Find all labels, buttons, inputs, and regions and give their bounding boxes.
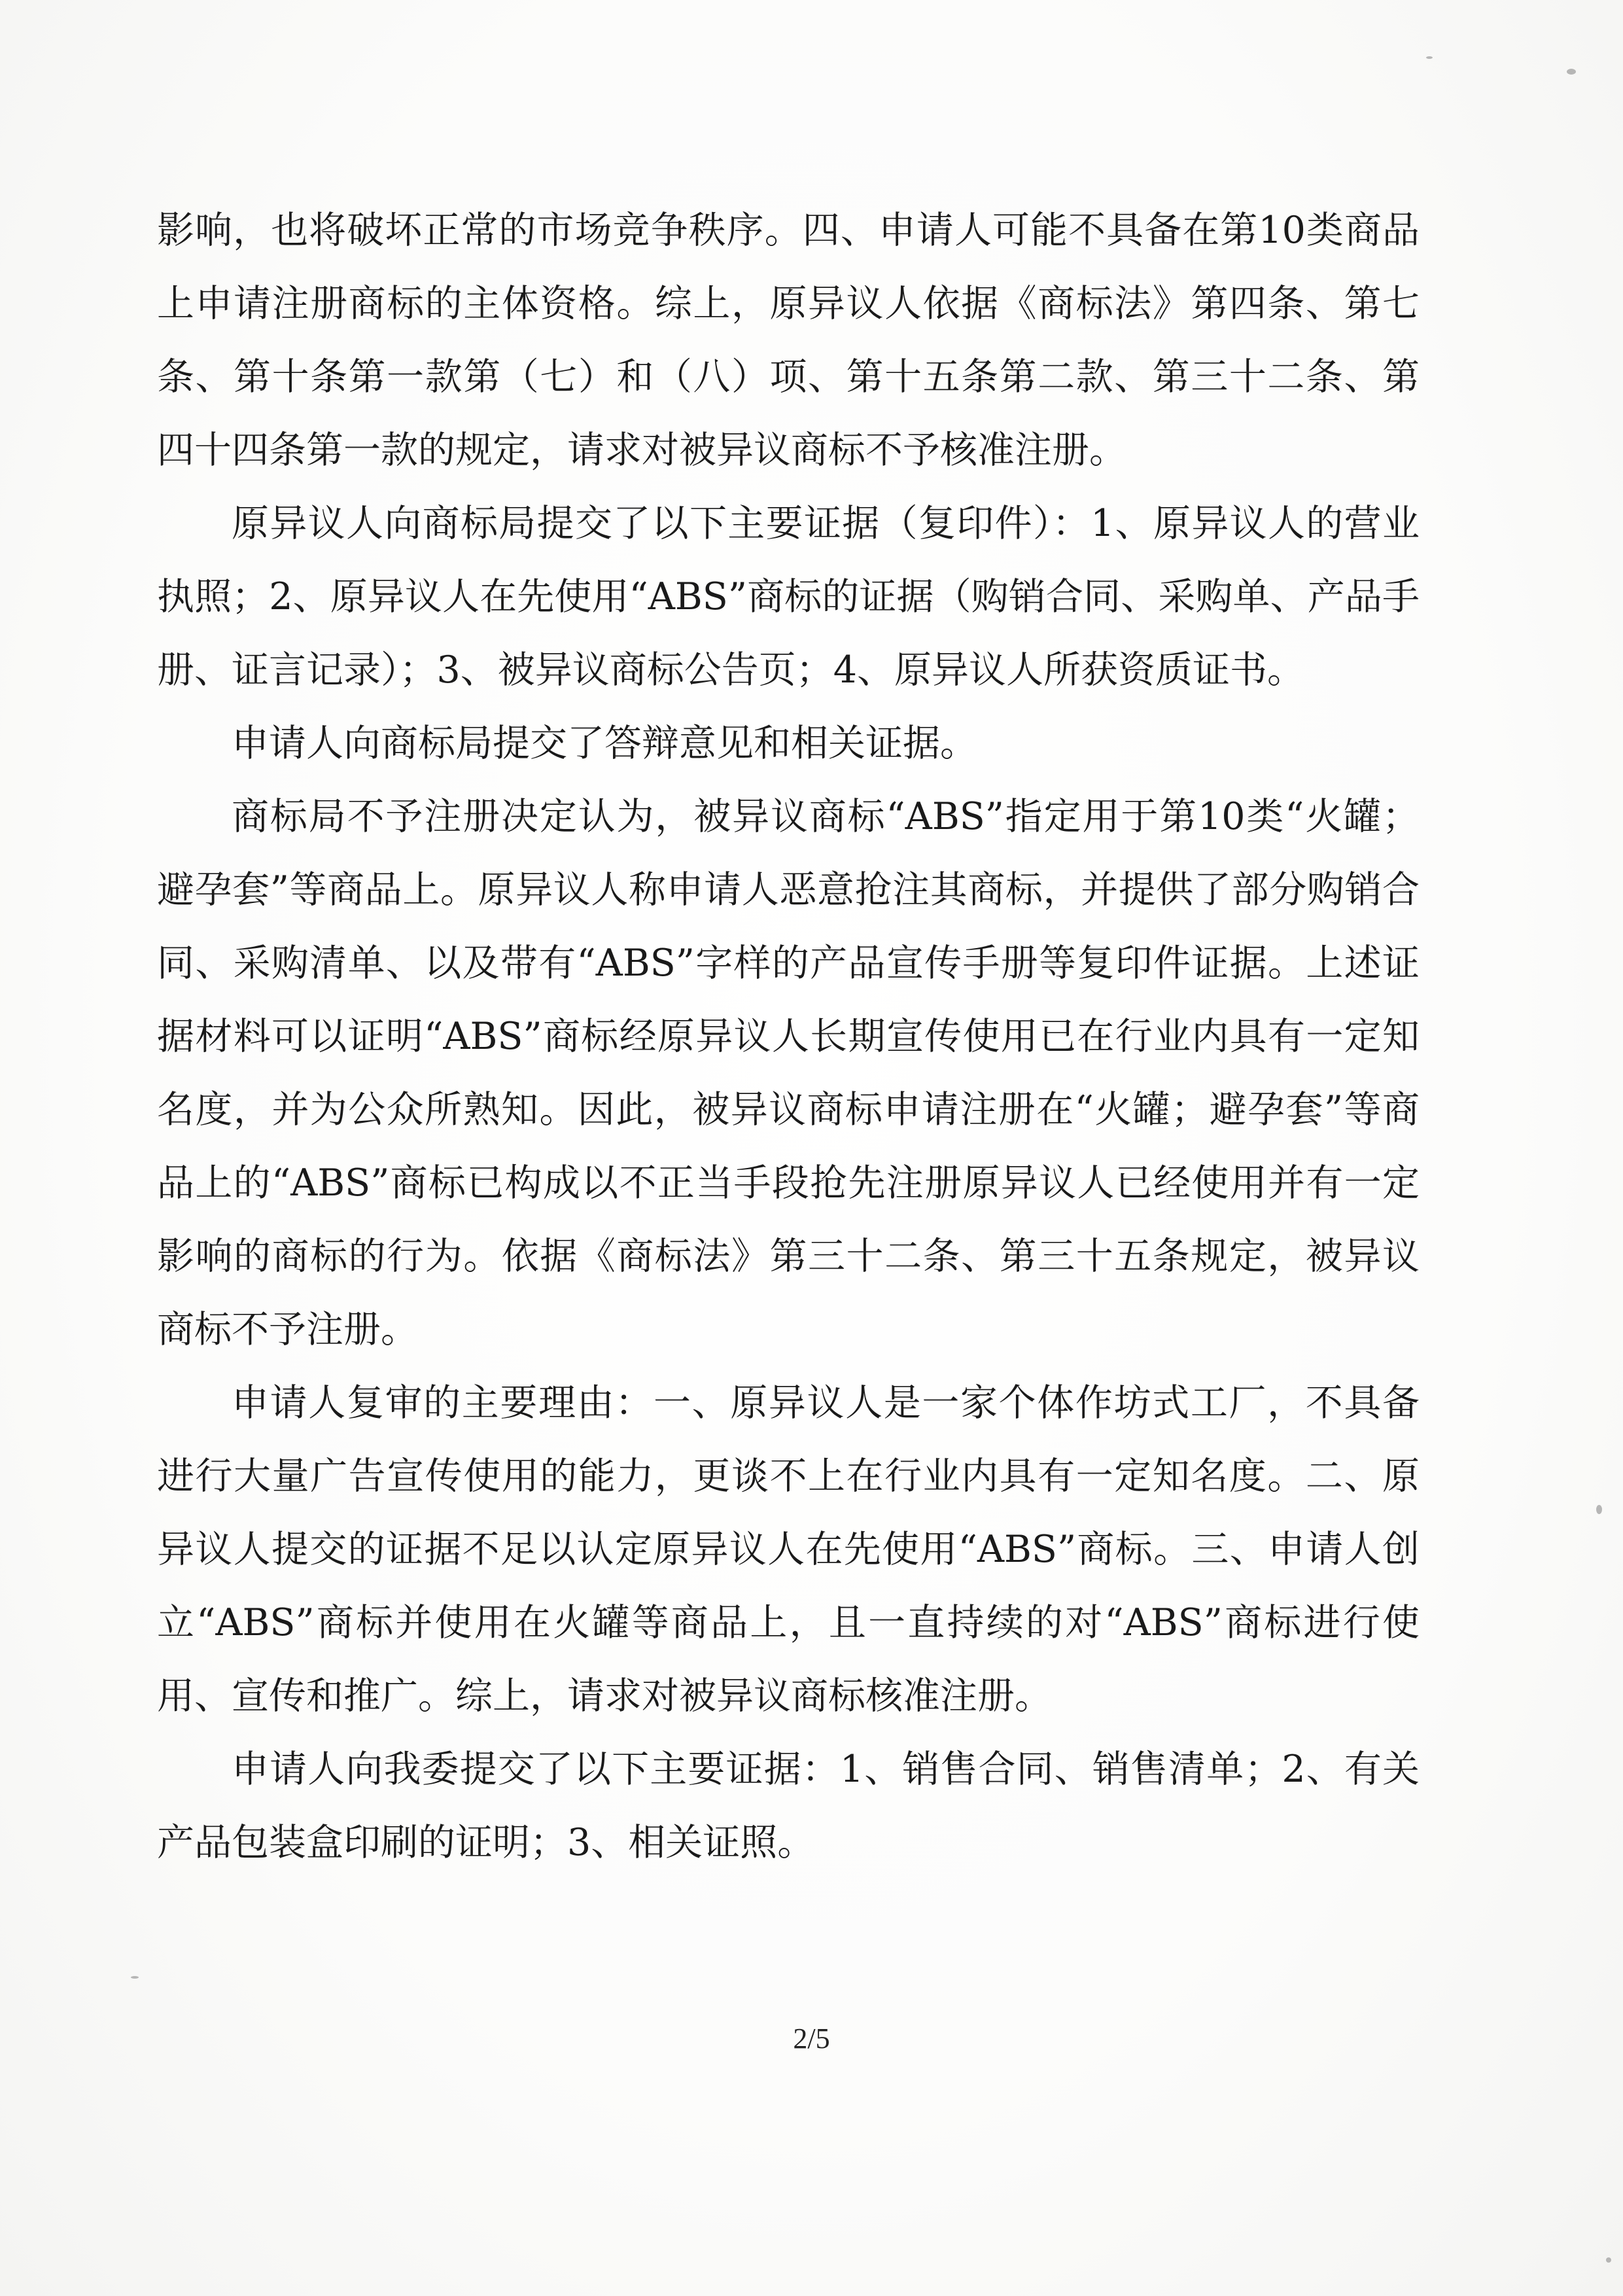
- scan-speck: [1426, 56, 1433, 59]
- scan-speck: [1567, 69, 1576, 75]
- scan-speck: [1596, 1505, 1602, 1514]
- paragraph-office-decision: 商标局不予注册决定认为，被异议商标“ABS”指定用于第10类“火罐；避孕套”等商品上。原异议人称申请人恶意抢注其商标，并提供了部分购销合同、采购清单、以及带有“ABS”字样的产品宣传手册等复印件证据。上述证据材料可以证明“ABS”商标经原异议人长期宣传使用已在行业内具有一定知名度，并为公众所熟知。因此，被异议商标申请注册在“火罐；避孕套”等商品上的“ABS”商标已构成以不正当手段抢先注册原异议人已经使用并有一定影响的商标的行为。依据《商标法》第三十二条、第三十五条规定，被异议商标不予注册。: [157, 795, 1420, 1351]
- paragraph-review-reasons: 申请人复审的主要理由：一、原异议人是一家个体作坊式工厂，不具备进行大量广告宣传使用的能力，更谈不上在行业内具有一定知名度。二、原异议人提交的证据不足以认定原异议人在先使用“ABS”商标。三、申请人创立“ABS”商标并使用在火罐等商品上，且一直持续的对“ABS”商标进行使用、宣传和推广。综上，请求对被异议商标核准注册。: [157, 1381, 1420, 1718]
- page-number: 2/5: [793, 2022, 830, 2055]
- paragraph-evidence-opposer: 原异议人向商标局提交了以下主要证据（复印件）：1、原异议人的营业执照；2、原异议人在先使用“ABS”商标的证据（购销合同、采购单、产品手册、证言记录）；3、被异议商标公告页；4、原异议人所获资质证书。: [157, 502, 1420, 692]
- scan-speck: [131, 1976, 139, 1979]
- paragraph-continuation: 影响，也将破坏正常的市场竞争秩序。四、申请人可能不具备在第10类商品上申请注册商标的主体资格。综上，原异议人依据《商标法》第四条、第七条、第十条第一款第（七）和（八）项、第十五条第二款、第三十二条、第四十四条第一款的规定，请求对被异议商标不予核准注册。: [157, 209, 1420, 472]
- scan-speck: [1606, 2257, 1611, 2263]
- document-body: [157, 194, 1420, 1879]
- paragraph-applicant-reply: 申请人向商标局提交了答辩意见和相关证据。: [232, 722, 977, 765]
- paragraph-applicant-evidence: 申请人向我委提交了以下主要证据：1、销售合同、销售清单；2、有关产品包装盒印刷的证明；3、相关证照。: [157, 1748, 1420, 1864]
